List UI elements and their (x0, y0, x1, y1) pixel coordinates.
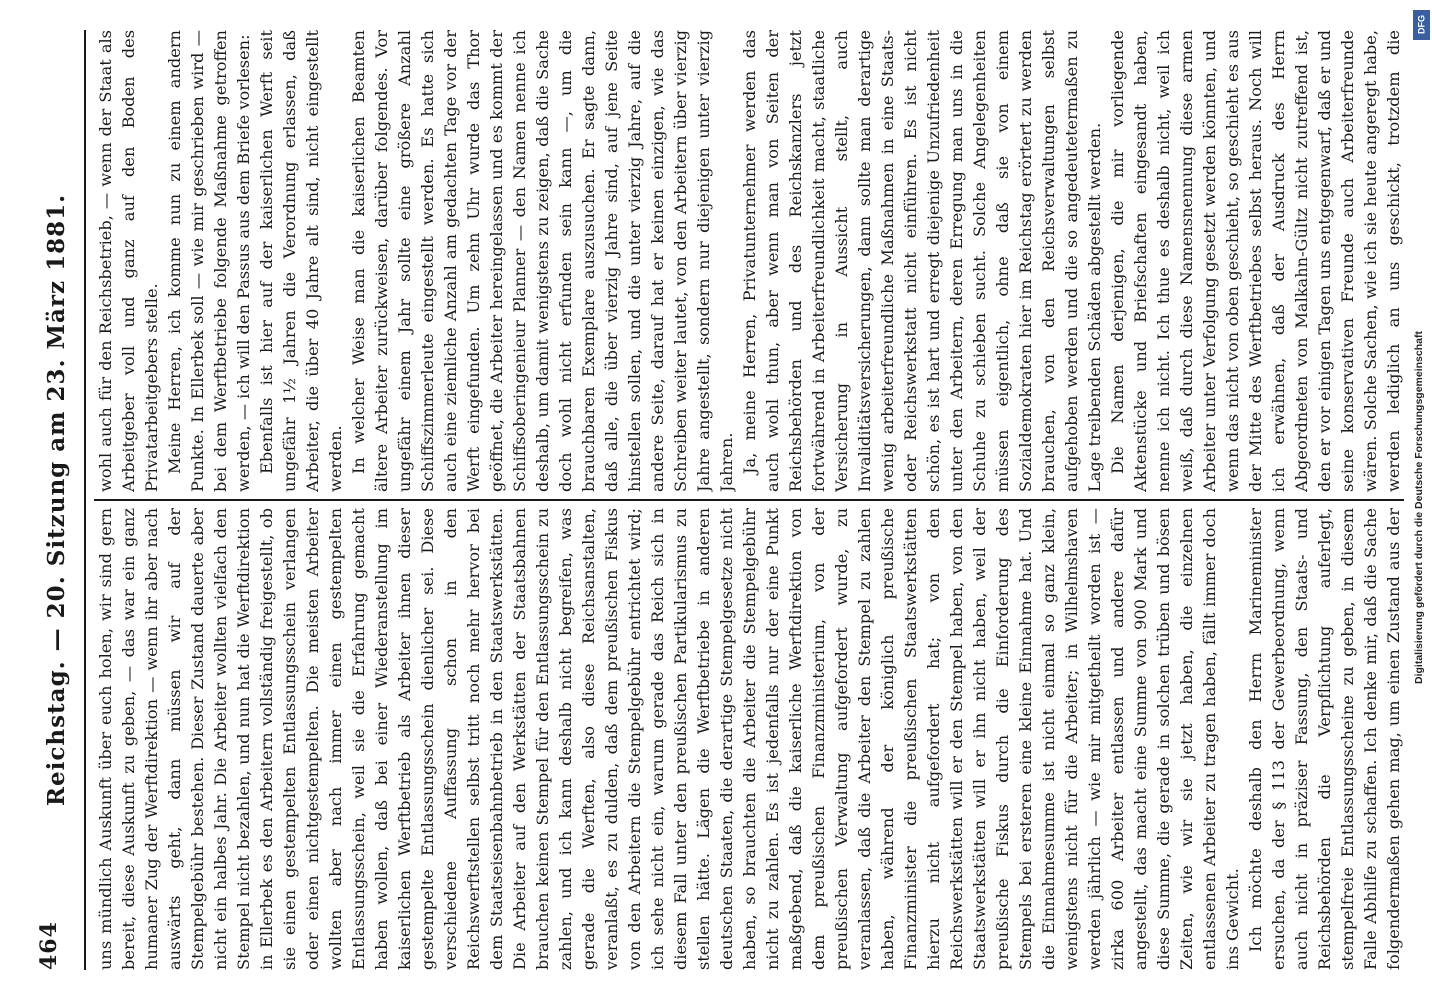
paragraph-text: Die Namen derjenigen, die mir vorliegende Aktenstücke und Briefschaften eingesandt haben, nenne ich nicht. Ich thue es deshalb nicht, weil ich weiß, daß durch diese Namensnennung diese armen Arbeiter unter Verfolgung gesetzt werden könnten, und wenn das nicht von oben geschieht, so geschieht es aus der Mitte des Werftbetriebes selbst heraus. Noch will ich erwähnen, daß der Ausdruck des Herrn Abgeordneten von Malkahn-Gültz nicht zutreffend ist, den er vor einigen Tagen uns entgegenwarf, daß er und seine konservativen Freunde auch Arbeiterfreunde wären. Solche Sachen, wie ich sie heute angeregt habe, werden lediglich an uns geschickt, trotzdem die (1108, 30, 1403, 492)
paragraph-text: In welcher Weise man die kaiserlichen Beamten ältere Arbeiter zurückweisen, darüber folgendes. Vor ungefähr einem Jahr sollte eine größere Anzahl Schiffszimmerleute eingestellt werden. Es hatte sich auch eine ziemliche Anzahl am gedachten Tage vor der Werft eingefunden. Um zehn Uhr wurde das Thor geöffnet, die Arbeiter hereingelassen und es kommt der Schiffsoberingenieur Planner — den Namen nenne ich deshalb, um damit wenigstens zu zeigen, daß die Sache doch wohl nicht erfunden sein kann —, um die brauchbaren Exemplare auszusuchen. Er sagte dann, daß alle, die über vierzig Jahre sind, auf jene Seite hinstellen sollen, und die unter vierzig Jahre, auf die andere Seite, darauf hat er keinen einzigen, wie das Schreiben weiter lautet, von den Arbeitern über vierzig Jahre angestellt, sondern nur diejenigen unter vierzig Jahren. (349, 30, 736, 492)
paragraph (94, 30, 163, 492)
column-divider (94, 499, 1404, 501)
dfg-logo: DFG (1413, 10, 1430, 40)
paragraph (738, 30, 1106, 492)
paragraph (94, 508, 1244, 970)
paragraph (163, 30, 255, 492)
paragraph (1244, 508, 1404, 970)
paragraph-text: Ebenfalls ist hier auf der kaiserlichen Werft seit ungefähr 1½ Jahren die Verordnung erlassen, daß Arbeiter, die über 40 Jahre alt sind, nicht eingestellt werden. (257, 30, 345, 492)
page-header (36, 30, 76, 970)
right-column (94, 30, 1404, 492)
page-title: Reichstag. — 20. Sitzung am 23. März 1881. (42, 193, 70, 807)
paragraph (347, 30, 738, 492)
text-columns (94, 30, 1404, 970)
page-number: 464 (36, 921, 62, 970)
left-column (94, 508, 1404, 970)
paragraph-text: Ich möchte deshalb den Herrn Marineminister ersuchen, da der § 113 der Gewerbeordnung, wenn auch nicht in präziser Fassung, den Staats- und Reichsbehörden die Verpflichtung auferlegt, stempelfreie Entlassungsscheine zu geben, in diesem Falle Abhilfe zu schaffen. Ich denke mir, daß die Sache folgendermaßen gehen mag, um einen Zustand aus der (1246, 508, 1403, 970)
paragraph-text: wohl auch für den Reichsbetrieb, — wenn der Staat als Arbeitgeber voll und ganz auf den Boden des Privatarbeitgebers stelle. (96, 30, 161, 492)
paragraph-text: uns mündlich Auskunft über euch holen, wir sind gern bereit, diese Auskunft zu geben, — das war ein ganz humaner Zug der Werftdirektion — wenn ihr aber nach auswärts geht, dann müssen wir auf der Stempelgebühr bestehen. Dieser Zustand dauerte aber nicht ein halbes Jahr. Die Arbeiter wollten vielfach den Stempel nicht bezahlen, und nun hat die Werftdirektion in Ellerbek es den Arbeitern vollständig freigestellt, ob sie einen gestempelten Entlassungsschein verlangen oder einen nichtgestempelten. Die meisten Arbeiter wollten aber nach immer einen gestempelten Entlassungsschein, weil sie die Erfahrung gemacht haben wollen, daß bei einer Wiederanstellung im kaiserlichen Werftbetrieb als Arbeiter ihnen dieser gestempelte Entlassungsschein dienlicher sei. Diese verschiedene Auffassung schon in den Reichswerftstellen selbst tritt noch mehr hervor bei dem Staatseisenbahnbetrieb in den Staatswerkstätten. Die Arbeiter auf den Werkstätten der Staatsbahnen brauchen keinen Stempel für den Entlassungsschein zu zahlen, und ich kann deshalb nicht begreifen, was gerade die Werften, also diese Reichsanstalten, veranlaßt, es zu dulden, daß dem preußischen Fiskus von den Arbeitern die Stempelgebühr entrichtet wird; ich sehe nicht ein, warum gerade das Reich sich in diesem Fall unter den preußischen Partikularismus zu stellen hätte. Lägen die Werftbetriebe in anderen deutschen Staaten, die derartige Stempelgesetze nicht haben, so brauchten die Arbeiter die Stempelgebühr nicht zu zahlen. Es ist jedenfalls nur der eine Punkt maßgebend, daß die kaiserliche Werftdirektion von dem preußischen Finanzministerium, von der preußischen Verwaltung aufgefordert wurde, zu veranlassen, daß die Arbeiter den Stempel zu zahlen haben, während der königlich preußische Finanzminister die preußischen Staatswerkstätten hierzu nicht aufgefordert hat; von den Reichswerkstätten will er den Stempel haben, von den Staatswerkstätten will er ihn nicht haben, weil der preußische Fiskus durch die Einforderung des Stempels bei ersteren eine kleine Einnahme hat. Und die Einnahmesumme ist nicht einmal so ganz klein, wenigstens nicht für die Arbeiter; in Wilhelmshaven werden jährlich — wie mir mitgetheilt worden ist — zirka 600 Arbeiter entlassen und andere dafür angestellt, das macht eine Summe von 900 Mark und diese Summe, die gerade in solchen trüben und bösen Zeiten, wie wir sie jetzt haben, die einzelnen entlassenen Arbeiter zu tragen haben, fällt immer doch ins Gewicht. (96, 508, 1242, 970)
digitization-note: Digitalisierung gefördert durch die Deutsche Forschungsgemeinschaft (1413, 331, 1425, 684)
header-rule (84, 30, 86, 970)
paragraph-text: Meine Herren, ich komme nun zu einem andern Punkte. In Ellerbek soll — wie mir geschrieben wird — bei dem Werftbetriebe folgende Maßnahme getroffen werden, — ich will den Passus aus dem Briefe vorlesen: (165, 30, 253, 492)
paragraph (255, 30, 347, 492)
paragraph-text: Ja, meine Herren, Privatunternehmer werden das auch wohl thun, aber wenn man von Seiten der Reichsbehörden und des Reichskanzlers jetzt fortwährend in Arbeiterfreundlichkeit macht, staatliche Versicherung in Aussicht stellt, auch Invaliditätsversicherungen, dann sollte man derartige wenig arbeiterfreundliche Maßnahmen in eine Staats- oder Reichswerkstatt nicht einführen. Es ist nicht schön, es ist hart und erregt diejenige Unzufriedenheit unter den Arbeitern, deren Erregung man uns in die Schuhe zu schieben sucht. Solche Angelegenheiten müssen eigentlich, ohne daß sie von einem Sozialdemokraten hier im Reichstag erörtert zu werden brauchen, von den Reichsverwaltungen selbst aufgehoben werden und die so angedeutetermaßen zu Lage treibenden Schäden abgestellt werden. (740, 30, 1104, 492)
paragraph (1106, 30, 1404, 492)
